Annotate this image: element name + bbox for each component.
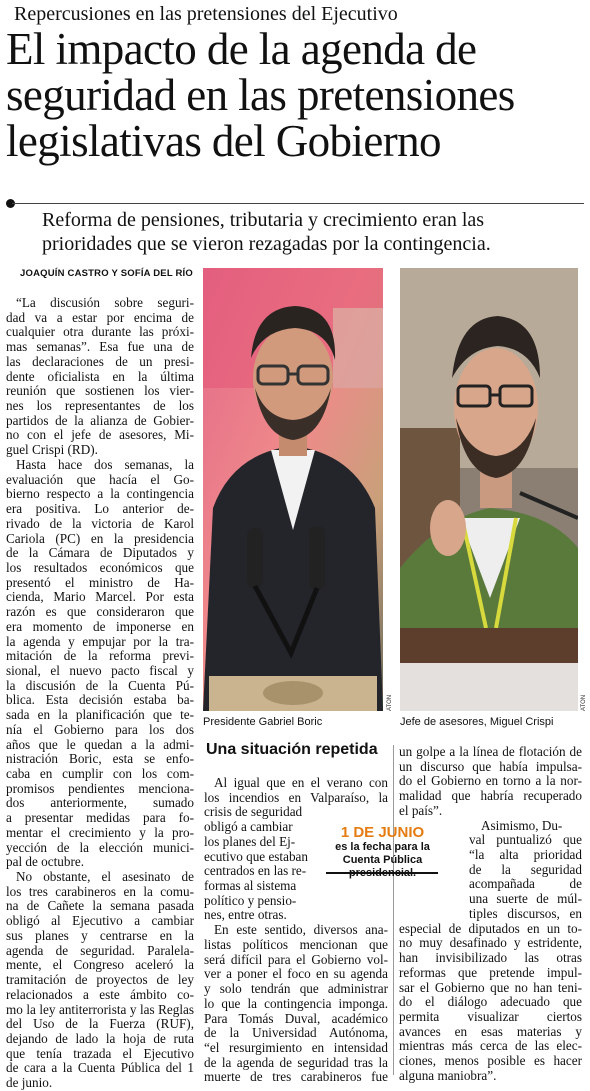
text-line: cienda, Mario Marcel. Por esta <box>6 589 194 605</box>
text-line: sional, el nuevo pacto fiscal y <box>6 662 194 678</box>
text-line: mentar el crecimiento y la pro- <box>6 824 194 840</box>
text-line: formas al sistema <box>204 878 297 894</box>
text-line: mientras más cerca de las elec- <box>399 1038 582 1054</box>
photo-boric <box>203 268 383 711</box>
text-line: años que le quedan a la admi- <box>6 736 194 752</box>
column-3 <box>399 745 582 1084</box>
text-line: lo que la contingencia imponga. <box>204 995 388 1011</box>
text-line: tiples discursos, en <box>469 905 582 921</box>
text-line: Cariola (PC) en la presidencia <box>6 530 194 546</box>
text-line: do el Gobierno en torno a la nor- <box>399 773 582 789</box>
byline: JOAQUÍN CASTRO Y SOFÍA DEL RÍO <box>20 268 193 279</box>
text-line: un discurso que había impulsa- <box>399 758 582 774</box>
text-line: crisis de seguridad <box>204 804 303 820</box>
text-line: los planes del Ej- <box>204 833 296 849</box>
column-2 <box>204 776 388 1085</box>
text-line: el país”. <box>399 802 443 818</box>
text-line: ciones, menos posible es hacer <box>399 1053 582 1069</box>
text-line: nía el Gobierno para los dos <box>6 721 194 737</box>
text-line: especial de diputados en un to- <box>399 920 582 936</box>
text-line: Asimismo, Du- <box>481 817 563 833</box>
text-line: las declaraciones de un presi- <box>6 353 194 369</box>
text-line: mo la ley antiterrorista y las Reglas <box>6 1001 194 1017</box>
text-line: Hasta hace dos semanas, la <box>16 456 194 472</box>
text-line: obligó al Ejecutivo a cambiar <box>6 913 194 929</box>
rule-line <box>12 203 584 204</box>
text-line: no muy desafinado y estridente, <box>399 935 582 951</box>
text-line: rivado de la victoria de Karol <box>6 515 194 531</box>
text-line: sar el Gobierno que no han teni- <box>399 979 582 995</box>
text-line: mas semanas”. Esa fue una de <box>6 339 194 355</box>
text-line: permita visualizar ciertos <box>399 1008 582 1024</box>
text-line: será difícil para el Gobierno vol- <box>204 951 388 967</box>
text-line: relacionados a este ámbito co- <box>6 986 194 1002</box>
text-line: presentó el ministro de Ha- <box>6 574 194 590</box>
text-line: político y pensio- <box>204 892 297 908</box>
text-line: nistración Boric, esta se enfo- <box>6 751 194 767</box>
text-line: alguna maniobra”. <box>399 1067 497 1083</box>
column-divider <box>393 745 394 1075</box>
text-line: de la Universidad Autónoma, <box>204 1025 388 1041</box>
text-line: de la agenda de seguridad tras la <box>204 1054 388 1070</box>
text-line: pal de octubre. <box>6 854 84 870</box>
text-line: partidos de la alianza de Gobier- <box>6 412 194 428</box>
text-line: “el resurgimiento en intensidad <box>204 1039 388 1055</box>
text-line: bierno respecto a la contingencia <box>6 486 194 502</box>
text-line: ecutivo que estaban <box>204 848 308 864</box>
subhead: Una situación repetida <box>206 741 378 758</box>
text-line: muerte de tres carabineros fue <box>204 1069 388 1085</box>
text-line: dad va a estar por encima de <box>6 309 194 325</box>
photo-credit-right: ATON <box>581 694 587 711</box>
text-line: yección de la elección munici- <box>6 839 194 855</box>
text-line: del Uso de la Fuerza (RUF), <box>6 1016 194 1032</box>
text-line: dejando de lado la hoja de ruta <box>6 1030 194 1046</box>
text-line: no con el jefe de asesores, Mi- <box>6 427 194 443</box>
text-line: No obstante, el asesinato de <box>16 869 194 885</box>
text-line: era positiva. Lo anterior de- <box>6 501 194 517</box>
text-line: obligó a cambiar <box>204 819 293 835</box>
text-line: Al igual que en el verano con <box>214 775 388 790</box>
lead <box>42 208 582 256</box>
text-line: blica. Esta decisión estaba ba- <box>6 692 194 708</box>
text-line: reunión que sostienen los vier- <box>6 383 194 399</box>
text-line: los resultados económicos que <box>6 559 194 575</box>
text-line: listas políticos mencionan que <box>204 936 388 952</box>
text-line: la discusión de la Cuenta Pú- <box>6 677 194 693</box>
text-line: “la alta prioridad <box>469 847 582 863</box>
lead-line: prioridades que se vieron rezagadas por la contingencia. <box>42 233 491 255</box>
text-line: malidad que habría recuperado <box>399 788 582 804</box>
text-line: razón es que consideraron que <box>6 604 194 620</box>
text-line: de la Cámara de Diputados y <box>6 545 194 561</box>
text-line: dos anteriormente, sumado <box>6 795 194 811</box>
text-line: la agenda y empujar por la tra- <box>6 633 194 649</box>
text-line: de cara a la Cuenta Pública del 1 <box>6 1060 194 1076</box>
text-line: agenda de seguridad. Paralela- <box>6 942 194 958</box>
photo-credit-left: ATON <box>387 694 393 711</box>
text-line: sada en la planificación que te- <box>6 707 194 723</box>
text-line: tramitación de proyectos de ley <box>6 972 194 988</box>
text-line: mitación de la reforma previ- <box>6 648 194 664</box>
headline-line: seguridad en las pretensiones <box>6 70 515 120</box>
text-line: una suerte de múl- <box>469 891 582 907</box>
caption-crispi: Jefe de asesores, Miguel Crispi <box>400 716 554 728</box>
headline <box>6 26 586 164</box>
text-line: sus planes y centrarse en la <box>6 927 194 943</box>
text-line: guel Crispi (RD). <box>6 442 98 458</box>
text-line: los tres carabineros en la comu- <box>6 883 194 899</box>
callout-line: Cuenta Pública <box>342 854 423 866</box>
text-line: acompañada de <box>469 876 582 892</box>
callout-line: es la fecha para la <box>335 841 430 853</box>
text-line: caba en cumplir con los com- <box>6 766 194 781</box>
text-line: nes, entre otras. <box>204 907 287 923</box>
text-line: era momento de imponerse en <box>6 618 194 634</box>
boric-illustration <box>203 268 383 711</box>
text-line: En este sentido, diversos ana- <box>214 922 388 938</box>
caption-boric: Presidente Gabriel Boric <box>203 716 323 728</box>
text-line: na de Cañete la semana pasada <box>6 898 194 914</box>
text-line: nes los representantes de los <box>6 398 194 414</box>
crispi-illustration <box>400 268 578 711</box>
text-line: los incendios en Valparaíso, la <box>204 789 388 805</box>
text-line: un golpe a la línea de flotación de <box>399 744 582 759</box>
text-line: evaluación que hacía el Go- <box>6 471 194 487</box>
callout-highlight: 1 DE JUNIO <box>340 824 425 841</box>
text-line: y solo tendrán que administrar <box>204 981 388 997</box>
text-line: de la seguridad <box>469 861 582 877</box>
text-line: “La discusión sobre seguri- <box>16 295 194 310</box>
text-line: reformas que pretende impul- <box>399 964 582 980</box>
text-line: han invisibilizado las otras <box>399 950 582 966</box>
text-line: avances en esas materias y <box>399 1023 582 1039</box>
text-line: cualquier otra durante las próxi- <box>6 324 194 340</box>
text-line: mente, el Congreso aceleró la <box>6 957 194 973</box>
text-line: val puntualizó que <box>469 832 582 848</box>
text-line: do el diálogo adecuado que <box>399 994 582 1010</box>
text-line: centrados en las re- <box>204 863 307 879</box>
text-line: promisos pendientes menciona- <box>6 780 194 796</box>
lead-line: Reforma de pensiones, tributaria y crecimiento eran las <box>42 209 485 231</box>
column-divider <box>197 296 198 1076</box>
text-line: Para Tomás Duval, académico <box>204 1010 388 1026</box>
kicker: Repercusiones en las pretensiones del Ejecutivo <box>14 3 398 25</box>
text-line: dente oficialista en la última <box>6 368 194 384</box>
text-line: ver a poner el foco en su agenda <box>204 966 388 982</box>
text-line: de junio. <box>6 1075 53 1091</box>
headline-line: legislativas del Gobierno <box>6 116 441 166</box>
text-line: que tenía trazada el Ejecutivo <box>6 1045 194 1061</box>
column-1 <box>6 296 194 1091</box>
headline-line: El impacto de la agenda de <box>6 24 477 74</box>
photo-crispi <box>400 268 578 711</box>
text-line: a presentar medidas para fo- <box>6 810 194 826</box>
